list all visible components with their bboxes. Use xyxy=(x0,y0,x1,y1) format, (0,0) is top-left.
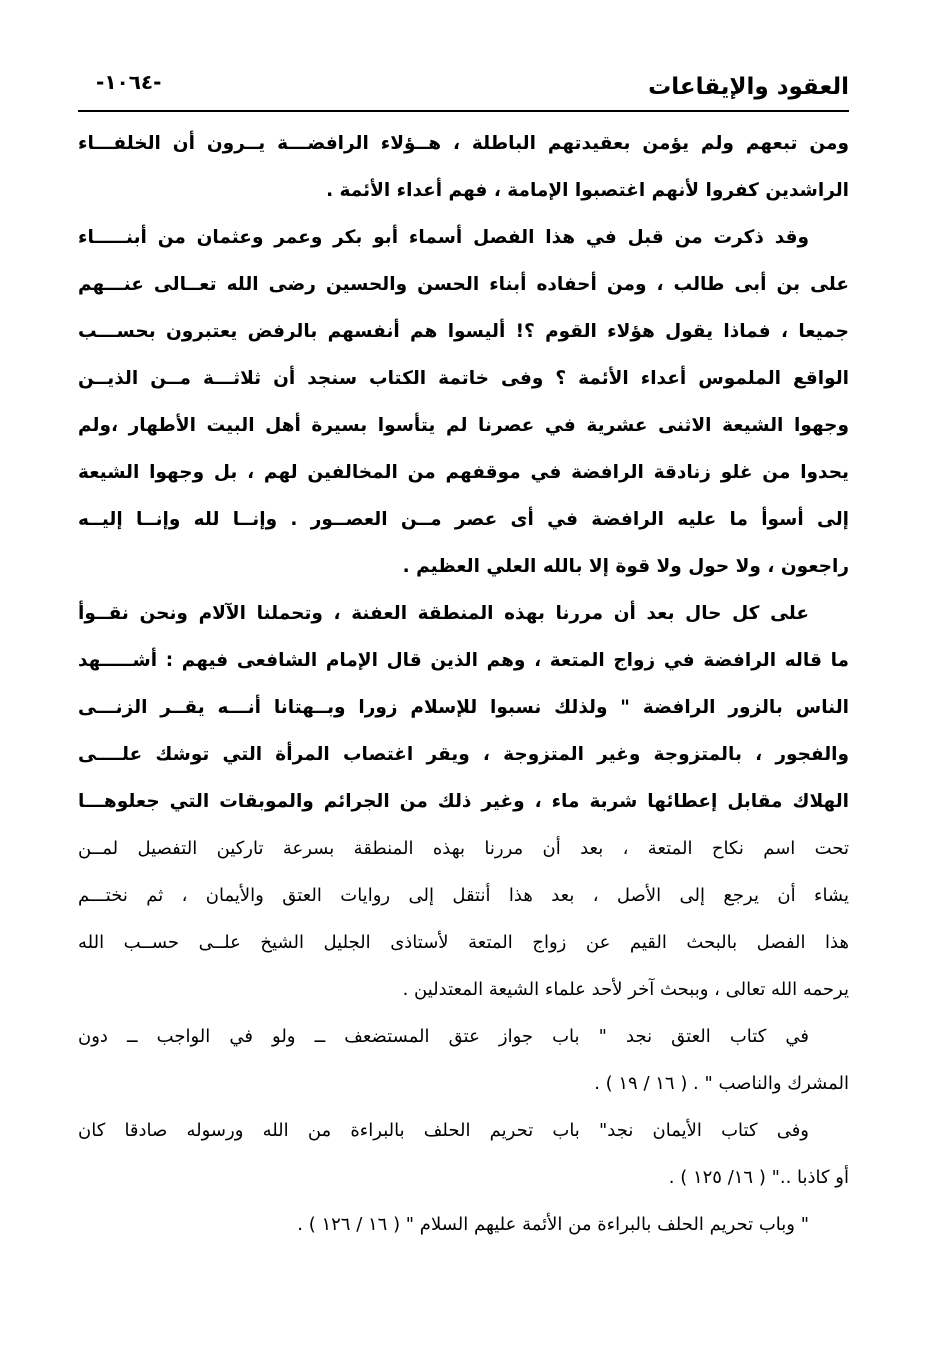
text-line: يشاء أن يرجع إلى الأصل ، بعد هذا أنتقل إلى روايات العتق والأيمان ، ثم نختـــم xyxy=(78,885,849,906)
text-line: إلى أسوأ ما عليه الرافضة في أى عصر مــن العصــور . وإنــا لله وإنــا إليــه xyxy=(78,509,849,530)
text-line: الراشدين كفروا لأنهم اغتصبوا الإمامة ، فهم أعداء الأئمة . xyxy=(326,180,849,201)
text-line: ومن تبعهم ولم يؤمن بعقيدتهم الباطلة ، هــؤلاء الرافضـــة يــرون أن الخلفـــاء xyxy=(78,133,849,154)
text-line: ما قاله الرافضة في زواج المتعة ، وهم الذين قال الإمام الشافعى فيهم : أشـــــهد xyxy=(78,650,849,671)
text-line: الهلاك مقابل إعطائها شربة ماء ، وغير ذلك من الجرائم والموبقات التي جعلوهـــا xyxy=(78,791,849,812)
text-line: المشرك والناصب " . ( ١٦ / ١٩ ) . xyxy=(594,1073,849,1094)
text-line: يحدوا من غلو زنادقة الرافضة في موقفهم من المخالفين لهم ، بل وجهوا الشيعة xyxy=(78,462,849,483)
page-number: -١٠٦٤- xyxy=(96,70,162,94)
text-line: تحت اسم نكاح المتعة ، بعد أن مررنا بهذه المنطقة بسرعة تاركين التفصيل لمــن xyxy=(78,838,849,859)
text-line: " وباب تحريم الحلف بالبراءة من الأئمة عليهم السلام " ( ١٦ / ١٢٦ ) . xyxy=(297,1214,809,1235)
text-line: راجعون ، ولا حول ولا قوة إلا بالله العلي العظيم . xyxy=(402,556,849,577)
text-line: وقد ذكرت من قبل في هذا الفصل أسماء أبو بكر وعمر وعثمان من أبنـــــاء xyxy=(78,227,809,248)
text-line: يرحمه الله تعالى ، وببحث آخر لأحد علماء الشيعة المعتدلين . xyxy=(402,979,849,1000)
text-line: على كل حال بعد أن مررنا بهذه المنطقة العفنة ، وتحملنا الآلام ونحن نقــوأ xyxy=(78,603,809,624)
page-header xyxy=(78,60,849,112)
text-line: أو كاذبا .." ( ١٦/ ١٢٥ ) . xyxy=(668,1167,849,1188)
body-text xyxy=(78,120,849,1248)
text-line: هذا الفصل بالبحث القيم عن زواج المتعة لأستاذى الجليل الشيخ علــى حســب الله xyxy=(78,932,849,953)
text-line: الناس بالزور الرافضة " ولذلك نسبوا للإسلام زورا وبــهتانا أنـــه يقــر الزنـــى xyxy=(78,697,849,718)
running-title: العقود والإيقاعات xyxy=(648,74,849,100)
text-line: على بن أبى طالب ، ومن أحفاده أبناء الحسن والحسين رضى الله تعــالى عنـــهم xyxy=(78,274,849,295)
text-line: جميعا ، فماذا يقول هؤلاء القوم ؟! أليسوا هم أنفسهم بالرفض يعتبرون بحســـب xyxy=(78,321,849,342)
text-line: والفجور ، بالمتزوجة وغير المتزوجة ، ويقر اغتصاب المرأة التي توشك علــــى xyxy=(78,744,849,765)
text-line: وفى كتاب الأيمان نجد" باب تحريم الحلف بالبراءة من الله ورسوله صادقا كان xyxy=(78,1120,809,1141)
text-line: في كتاب العتق نجد " باب جواز عتق المستضعف ــ ولو في الواجب ــ دون xyxy=(78,1026,809,1047)
text-line: الواقع الملموس أعداء الأئمة ؟ وفى خاتمة الكتاب سنجد أن ثلاثـــة مــن الذيــن xyxy=(78,368,849,389)
text-line: وجهوا الشيعة الاثنى عشرية في عصرنا لم يتأسوا بسيرة أهل البيت الأطهار ،ولم xyxy=(78,415,849,436)
